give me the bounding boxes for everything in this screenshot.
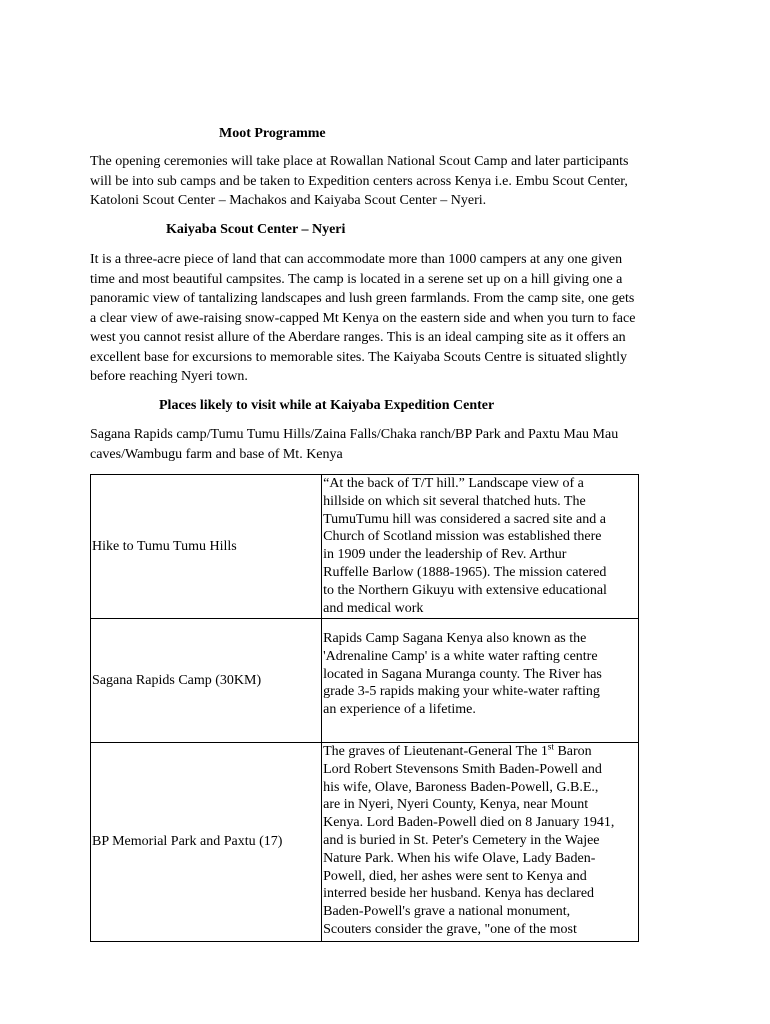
description-line: “At the back of T/T hill.” Landscape view of a — [323, 476, 584, 491]
paragraph-line: west you cannot resist allure of the Aberdare ranges. This is an ideal camping site as it offers an — [90, 330, 626, 345]
description-line: interred beside her husband. Kenya has declared — [323, 886, 595, 902]
description-line: Kenya. Lord Baden-Powell died on 8 January 1941, — [323, 815, 615, 831]
description-line: his wife, Olave, Baroness Baden-Powell, G.B.E., — [323, 779, 599, 795]
description-line: grade 3-5 rapids making your white-water rafting — [323, 684, 600, 700]
description-line: are in Nyeri, Nyeri County, Kenya, near Mount — [323, 797, 589, 813]
places-table — [90, 474, 639, 942]
description-line: and medical work — [323, 600, 424, 616]
description-line: to the Northern Gikuyu with extensive educational — [323, 582, 607, 598]
paragraph-line: excellent base for excursions to memorable sites. The Kaiyaba Scouts Centre is situated slightly — [90, 349, 628, 365]
description-line: Scouters consider the grave, "one of the most — [323, 921, 577, 937]
description-line: 'Adrenaline Camp' is a white water rafting centre — [323, 648, 598, 664]
places-list-paragraph — [90, 425, 690, 464]
table-row — [91, 475, 639, 619]
paragraph-line: It is a three-acre piece of land that can accommodate more than 1000 campers at any one given — [90, 252, 623, 267]
paragraph-line: Katoloni Scout Center – Machakos and Kaiyaba Scout Center – Nyeri. — [90, 193, 487, 208]
ordinal-superscript: st — [547, 741, 554, 752]
table-row — [91, 619, 639, 743]
place-description-cell — [322, 619, 639, 743]
paragraph-line: time and most beautiful campsites. The camp is located in a serene set up on a hill giving one a — [90, 271, 623, 287]
paragraph-line: caves/Wambugu farm and base of Mt. Kenya — [90, 446, 343, 462]
description-line: Ruffelle Barlow (1888-1965). The mission catered — [323, 564, 607, 580]
description-line: Church of Scotland mission was established there — [323, 529, 602, 545]
description-line: Nature Park. When his wife Olave, Lady Baden- — [323, 850, 596, 866]
opening-ceremonies-paragraph — [90, 152, 690, 211]
place-description-cell — [322, 475, 639, 619]
place-name-cell: BP Memorial Park and Paxtu (17) — [91, 743, 322, 942]
description-line: TumuTumu hill was considered a sacred site and a — [323, 511, 606, 527]
table-row — [91, 743, 639, 942]
description-line: Rapids Camp Sagana Kenya also known as the — [323, 631, 587, 646]
kaiyaba-description-paragraph — [90, 250, 690, 387]
description-text: The graves of Lieutenant-General The 1 — [323, 744, 548, 759]
paragraph-line: panoramic view of tantalizing landscapes and lush green farmlands. From the camp site, one gets — [90, 291, 635, 306]
kaiyaba-heading: Kaiyaba Scout Center – Nyeri — [166, 222, 346, 237]
paragraph-line: The opening ceremonies will take place at Rowallan National Scout Camp and later participants — [90, 154, 629, 169]
description-line: and is buried in St. Peter's Cemetery in the Wajee — [323, 832, 600, 848]
places-heading: Places likely to visit while at Kaiyaba Expedition Center — [159, 398, 495, 413]
place-name-cell: Hike to Tumu Tumu Hills — [91, 475, 322, 619]
description-line: Lord Robert Stevensons Smith Baden-Powell and — [323, 761, 602, 777]
description-line: Baden-Powell's grave a national monument, — [323, 904, 571, 920]
description-line: an experience of a lifetime. — [323, 702, 476, 718]
paragraph-line: before reaching Nyeri town. — [90, 369, 248, 384]
description-line: located in Sagana Muranga county. The River has — [323, 666, 602, 682]
description-line — [323, 743, 637, 761]
place-name-cell: Sagana Rapids Camp (30KM) — [91, 619, 322, 743]
place-description-cell — [322, 743, 639, 942]
description-line: in 1909 under the leadership of Rev. Arthur — [323, 547, 567, 563]
moot-programme-heading: Moot Programme — [219, 126, 326, 141]
paragraph-line: will be into sub camps and be taken to Expedition centers across Kenya i.e. Embu Scout Center, — [90, 173, 628, 189]
paragraph-line: Sagana Rapids camp/Tumu Tumu Hills/Zaina Falls/Chaka ranch/BP Park and Paxtu Mau Mau — [90, 427, 619, 442]
description-line: Powell, died, her ashes were sent to Kenya and — [323, 868, 587, 884]
description-line: hillside on which sit several thatched huts. The — [323, 493, 586, 509]
description-text: Baron — [553, 744, 592, 759]
paragraph-line: a clear view of awe-raising snow-capped Mt Kenya on the eastern side and when you turn to face — [90, 310, 636, 326]
